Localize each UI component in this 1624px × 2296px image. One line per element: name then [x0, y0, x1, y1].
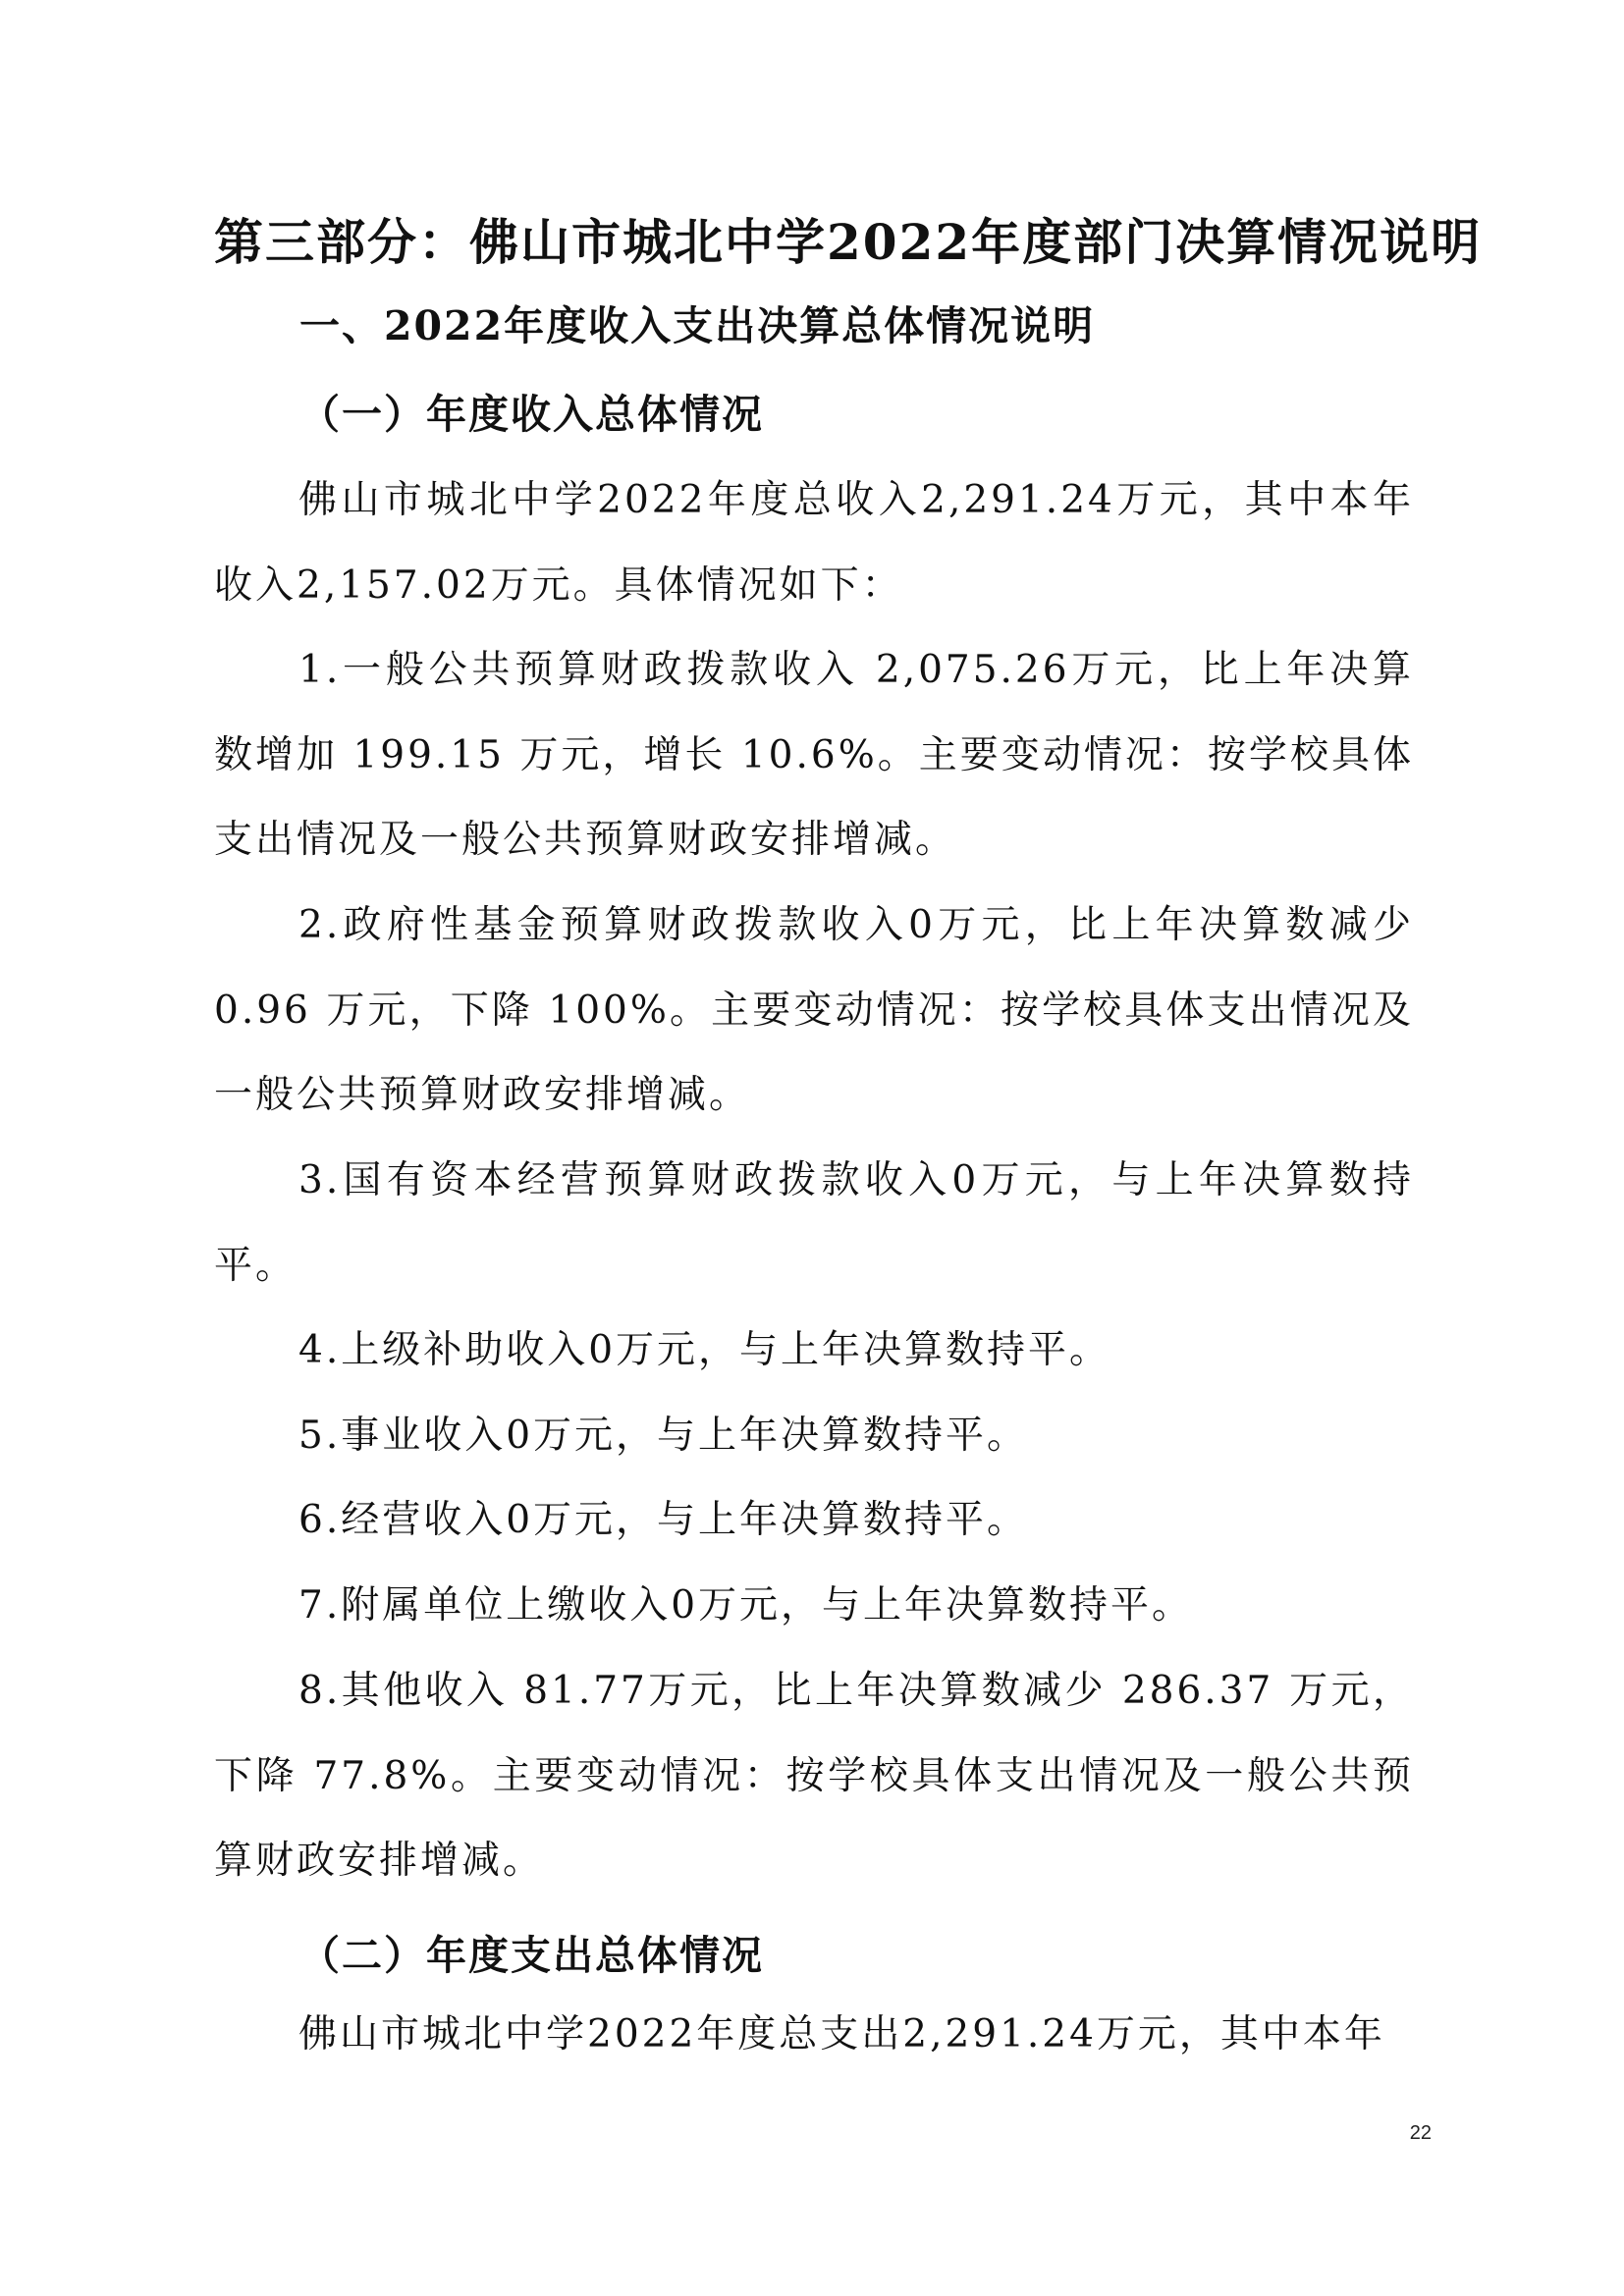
subsection-heading-expense: （二）年度支出总体情况 — [299, 1932, 764, 1979]
page-number: 22 — [1409, 2122, 1432, 2144]
section-heading: 一、2022年度收入支出决算总体情况说明 — [299, 302, 1096, 349]
income-item-4: 4.上级补助收入0万元，与上年决算数持平。 — [298, 1328, 1111, 1372]
income-item-1: 1.一般公共预算财政拨款收入 2,075.26万元，比上年决算数增加 199.15 万元，增长 10.6%。主要变动情况：按学校具体支出情况及一般公共预算财政安排增减。 — [214, 648, 1414, 862]
income-item-3: 3.国有资本经营预算财政拨款收入0万元，与上年决算数持平。 — [214, 1158, 1414, 1288]
expense-intro-paragraph: 佛山市城北中学2022年度总支出2,291.24万元，其中本年 — [298, 2012, 1385, 2056]
income-item-7: 7.附属单位上缴收入0万元，与上年决算数持平。 — [298, 1583, 1194, 1628]
income-intro-paragraph: 佛山市城北中学2022年度总收入2,291.24万元，其中本年收入2,157.02万元。具体情况如下： — [214, 478, 1414, 608]
income-item-5: 5.事业收入0万元，与上年决算数持平。 — [298, 1414, 1029, 1458]
document-title: 第三部分：佛山市城北中学2022年度部门决算情况说明 — [214, 213, 1483, 271]
income-item-6: 6.经营收入0万元，与上年决算数持平。 — [298, 1498, 1029, 1542]
income-item-8: 8.其他收入 81.77万元，比上年决算数减少 286.37 万元，下降 77.8%。主要变动情况：按学校具体支出情况及一般公共预算财政安排增减。 — [214, 1669, 1414, 1883]
subsection-heading-income: （一）年度收入总体情况 — [299, 391, 764, 438]
income-item-2: 2.政府性基金预算财政拨款收入0万元，比上年决算数减少0.96 万元，下降 100%。主要变动情况：按学校具体支出情况及一般公共预算财政安排增减。 — [214, 903, 1414, 1117]
